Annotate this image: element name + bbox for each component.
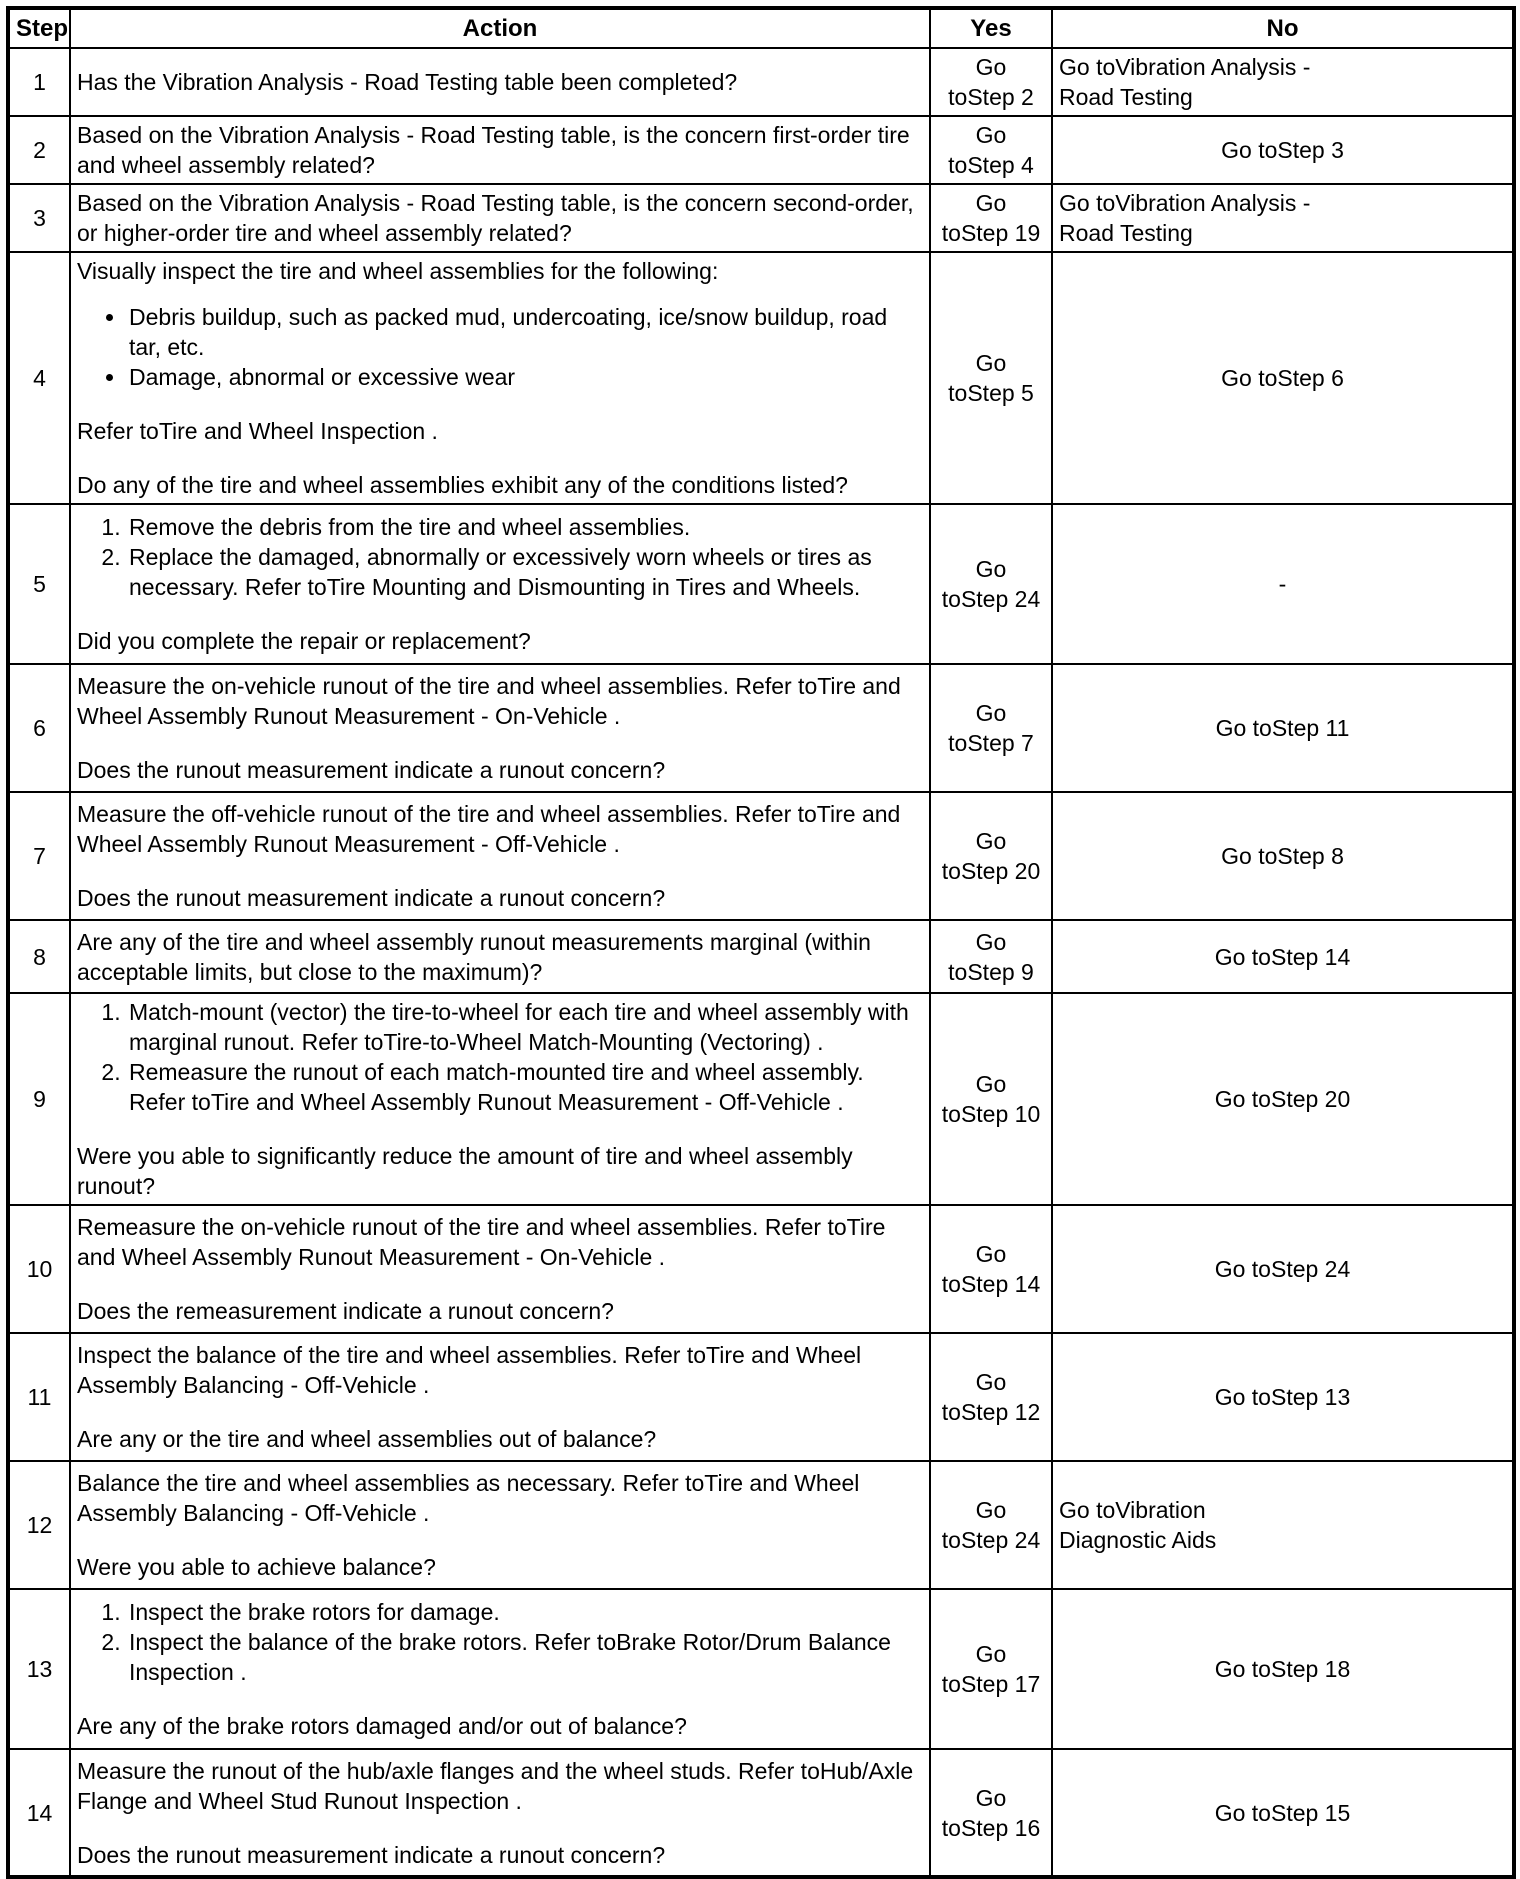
yes-line: toStep 17 bbox=[941, 1671, 1041, 1697]
action-intro: Visually inspect the tire and wheel assemblies for the following: bbox=[77, 258, 719, 284]
table-row bbox=[8, 664, 1514, 792]
action-question: Does the runout measurement indicate a runout concern? bbox=[77, 885, 666, 911]
yes-line: toStep 2 bbox=[948, 84, 1034, 110]
yes-cell[interactable] bbox=[930, 48, 1052, 116]
action-text: Remeasure the on-vehicle runout of the tire and wheel assemblies. Refer toTire and Wheel Assembly Runout Measurement - On-Vehicle . bbox=[77, 1214, 886, 1270]
action-question: Does the runout measurement indicate a runout concern? bbox=[77, 757, 666, 783]
yes-cell[interactable] bbox=[930, 792, 1052, 920]
header-step: Step bbox=[8, 8, 70, 48]
yes-line: Go bbox=[975, 928, 1007, 955]
table-row bbox=[8, 252, 1514, 504]
action-cell bbox=[70, 664, 930, 792]
yes-line: Go bbox=[975, 1071, 1007, 1097]
no-line: Road Testing bbox=[1059, 84, 1193, 110]
header-no: No bbox=[1052, 8, 1514, 48]
table-row bbox=[8, 792, 1514, 920]
yes-cell[interactable] bbox=[930, 184, 1052, 252]
action-text: Based on the Vibration Analysis - Road Testing table, is the concern second-order, or higher-order tire and wheel assembly related? bbox=[77, 190, 914, 246]
table-row bbox=[8, 920, 1514, 993]
step-number: 1 bbox=[8, 48, 70, 116]
action-text: Based on the Vibration Analysis - Road Testing table, is the concern first-order tire and wheel assembly related? bbox=[77, 122, 910, 178]
action-cell bbox=[70, 1461, 930, 1589]
step-number: 4 bbox=[8, 252, 70, 504]
action-cell bbox=[70, 1589, 930, 1749]
yes-line: Go bbox=[975, 1497, 1007, 1523]
table-row bbox=[8, 1333, 1514, 1461]
action-question: Are any or the tire and wheel assemblies out of balance? bbox=[77, 1426, 657, 1452]
action-cell bbox=[70, 920, 930, 993]
yes-cell[interactable] bbox=[930, 1461, 1052, 1589]
yes-line: Go bbox=[975, 190, 1007, 216]
table-row bbox=[8, 1461, 1514, 1589]
header-row bbox=[8, 8, 1514, 48]
yes-line: toStep 4 bbox=[948, 152, 1034, 178]
yes-cell[interactable] bbox=[930, 920, 1052, 993]
yes-line: Go bbox=[975, 122, 1007, 148]
no-cell[interactable] bbox=[1052, 48, 1514, 116]
yes-cell[interactable] bbox=[930, 664, 1052, 792]
yes-line: Go bbox=[975, 1784, 1007, 1811]
yes-line: Go bbox=[975, 54, 1007, 80]
yes-line: toStep 24 bbox=[941, 586, 1041, 612]
yes-cell[interactable] bbox=[930, 504, 1052, 664]
table-row bbox=[8, 1205, 1514, 1333]
action-cell bbox=[70, 993, 930, 1205]
header-action: Action bbox=[70, 8, 930, 48]
no-cell[interactable]: Go toStep 24 bbox=[1052, 1205, 1514, 1333]
diagnostic-table bbox=[6, 6, 1516, 1879]
step-number: 12 bbox=[8, 1461, 70, 1589]
yes-line: toStep 19 bbox=[941, 220, 1041, 246]
table-row bbox=[8, 504, 1514, 664]
condition-list bbox=[77, 302, 923, 392]
action-question: Were you able to achieve balance? bbox=[77, 1554, 436, 1580]
yes-line: Go bbox=[975, 1241, 1007, 1267]
action-cell bbox=[70, 116, 930, 184]
action-cell bbox=[70, 1749, 930, 1877]
action-text: Inspect the balance of the tire and wheel assemblies. Refer toTire and Wheel Assembly Balancing - Off-Vehicle . bbox=[77, 1342, 862, 1398]
table-row bbox=[8, 1749, 1514, 1877]
table-row bbox=[8, 116, 1514, 184]
yes-line: toStep 14 bbox=[941, 1271, 1041, 1297]
no-cell[interactable]: Go toStep 3 bbox=[1052, 116, 1514, 184]
list-item: 1. Inspect the brake rotors for damage. bbox=[127, 1597, 923, 1627]
yes-cell[interactable] bbox=[930, 1205, 1052, 1333]
yes-line: Go bbox=[975, 350, 1007, 376]
action-cell bbox=[70, 504, 930, 664]
step-number: 5 bbox=[8, 504, 70, 664]
table-row bbox=[8, 1589, 1514, 1749]
step-number: 7 bbox=[8, 792, 70, 920]
list-item: 2. Remeasure the runout of each match-mounted tire and wheel assembly. Refer toTire and Wheel Assembly Runout Measurement - Off-Vehicle . bbox=[127, 1057, 923, 1117]
list-item: 1. Remove the debris from the tire and wheel assemblies. bbox=[127, 512, 923, 542]
action-cell bbox=[70, 792, 930, 920]
table-row bbox=[8, 993, 1514, 1205]
yes-line: toStep 24 bbox=[941, 1527, 1041, 1553]
step-number: 10 bbox=[8, 1205, 70, 1333]
no-cell[interactable]: Go toStep 14 bbox=[1052, 920, 1514, 993]
no-cell[interactable]: Go toStep 11 bbox=[1052, 664, 1514, 792]
no-cell[interactable]: Go toStep 20 bbox=[1052, 993, 1514, 1205]
no-line: Go toVibration Analysis - bbox=[1059, 190, 1311, 216]
table-row bbox=[8, 48, 1514, 116]
action-question: Do any of the tire and wheel assemblies exhibit any of the conditions listed? bbox=[77, 472, 848, 498]
action-text: Balance the tire and wheel assemblies as necessary. Refer toTire and Wheel Assembly Balancing - Off-Vehicle . bbox=[77, 1470, 860, 1526]
list-item: 1. Match-mount (vector) the tire-to-wheel for each tire and wheel assembly with marginal runout. Refer toTire-to-Wheel Match-Mounting (Vectoring) . bbox=[127, 997, 923, 1057]
yes-line: toStep 12 bbox=[941, 1399, 1041, 1425]
action-question: Did you complete the repair or replacement? bbox=[77, 628, 531, 654]
step-number: 6 bbox=[8, 664, 70, 792]
yes-cell[interactable] bbox=[930, 116, 1052, 184]
table-row bbox=[8, 184, 1514, 252]
action-cell bbox=[70, 48, 930, 116]
yes-line: Go bbox=[975, 556, 1007, 582]
action-question: Were you able to significantly reduce the amount of tire and wheel assembly runout? bbox=[77, 1143, 853, 1199]
no-cell[interactable]: Go toStep 8 bbox=[1052, 792, 1514, 920]
yes-line: toStep 7 bbox=[948, 730, 1034, 756]
action-text: Are any of the tire and wheel assembly runout measurements marginal (within acceptable limits, but close to the maximum)? bbox=[77, 928, 871, 985]
action-cell bbox=[70, 1205, 930, 1333]
list-item: • Damage, abnormal or excessive wear bbox=[127, 362, 923, 392]
no-cell[interactable]: Go toStep 6 bbox=[1052, 252, 1514, 504]
yes-cell[interactable] bbox=[930, 1333, 1052, 1461]
step-number: 8 bbox=[8, 920, 70, 993]
action-text: Measure the on-vehicle runout of the tire and wheel assemblies. Refer toTire and Wheel Assembly Runout Measurement - On-Vehicle . bbox=[77, 673, 901, 729]
no-line: Diagnostic Aids bbox=[1059, 1527, 1217, 1553]
header-yes: Yes bbox=[930, 8, 1052, 48]
list-item: 2. Replace the damaged, abnormally or excessively worn wheels or tires as necessary. Refer toTire Mounting and Dismounting in Tires and Wheels. bbox=[127, 542, 923, 602]
step-number: 2 bbox=[8, 116, 70, 184]
yes-cell[interactable] bbox=[930, 1749, 1052, 1877]
no-cell[interactable]: Go toStep 13 bbox=[1052, 1333, 1514, 1461]
action-text: Has the Vibration Analysis - Road Testing table been completed? bbox=[77, 69, 738, 95]
action-cell bbox=[70, 184, 930, 252]
no-cell[interactable]: Go toStep 15 bbox=[1052, 1749, 1514, 1877]
yes-line: toStep 5 bbox=[948, 380, 1034, 406]
step-number: 9 bbox=[8, 993, 70, 1205]
action-cell bbox=[70, 252, 930, 504]
step-number: 14 bbox=[8, 1749, 70, 1877]
action-question: Does the remeasurement indicate a runout concern? bbox=[77, 1298, 614, 1324]
yes-line: Go bbox=[975, 1369, 1007, 1395]
action-question: Does the runout measurement indicate a runout concern? bbox=[77, 1841, 666, 1868]
procedure-list bbox=[77, 997, 923, 1117]
list-item: • Debris buildup, such as packed mud, undercoating, ice/snow buildup, road tar, etc. bbox=[127, 302, 923, 362]
procedure-list bbox=[77, 512, 923, 602]
no-cell[interactable]: Go toStep 18 bbox=[1052, 1589, 1514, 1749]
no-cell[interactable] bbox=[1052, 1461, 1514, 1589]
yes-line: Go bbox=[975, 828, 1007, 854]
action-cell bbox=[70, 1333, 930, 1461]
no-line: Go toVibration Analysis - bbox=[1059, 54, 1311, 80]
yes-cell[interactable] bbox=[930, 252, 1052, 504]
yes-line: toStep 20 bbox=[941, 858, 1041, 884]
step-number: 11 bbox=[8, 1333, 70, 1461]
action-text: Measure the runout of the hub/axle flanges and the wheel studs. Refer toHub/Axle Flange and Wheel Stud Runout Inspection . bbox=[77, 1757, 914, 1814]
yes-line: toStep 9 bbox=[948, 958, 1034, 985]
no-cell[interactable] bbox=[1052, 184, 1514, 252]
action-reference[interactable]: Refer toTire and Wheel Inspection . bbox=[77, 418, 438, 444]
yes-cell[interactable] bbox=[930, 993, 1052, 1205]
no-line: Go toVibration bbox=[1059, 1497, 1206, 1523]
yes-line: Go bbox=[975, 1641, 1007, 1667]
step-number: 3 bbox=[8, 184, 70, 252]
list-item: 2. Inspect the balance of the brake rotors. Refer toBrake Rotor/Drum Balance Inspection . bbox=[127, 1627, 923, 1687]
yes-cell[interactable] bbox=[930, 1589, 1052, 1749]
yes-line: toStep 10 bbox=[941, 1101, 1041, 1127]
procedure-list bbox=[77, 1597, 923, 1687]
step-number: 13 bbox=[8, 1589, 70, 1749]
no-line: Road Testing bbox=[1059, 220, 1193, 246]
yes-line: toStep 16 bbox=[941, 1814, 1041, 1841]
action-question: Are any of the brake rotors damaged and/or out of balance? bbox=[77, 1713, 687, 1739]
action-text: Measure the off-vehicle runout of the tire and wheel assemblies. Refer toTire and Wheel Assembly Runout Measurement - Off-Vehicle . bbox=[77, 801, 901, 857]
yes-line: Go bbox=[975, 700, 1007, 726]
no-cell: - bbox=[1052, 504, 1514, 664]
